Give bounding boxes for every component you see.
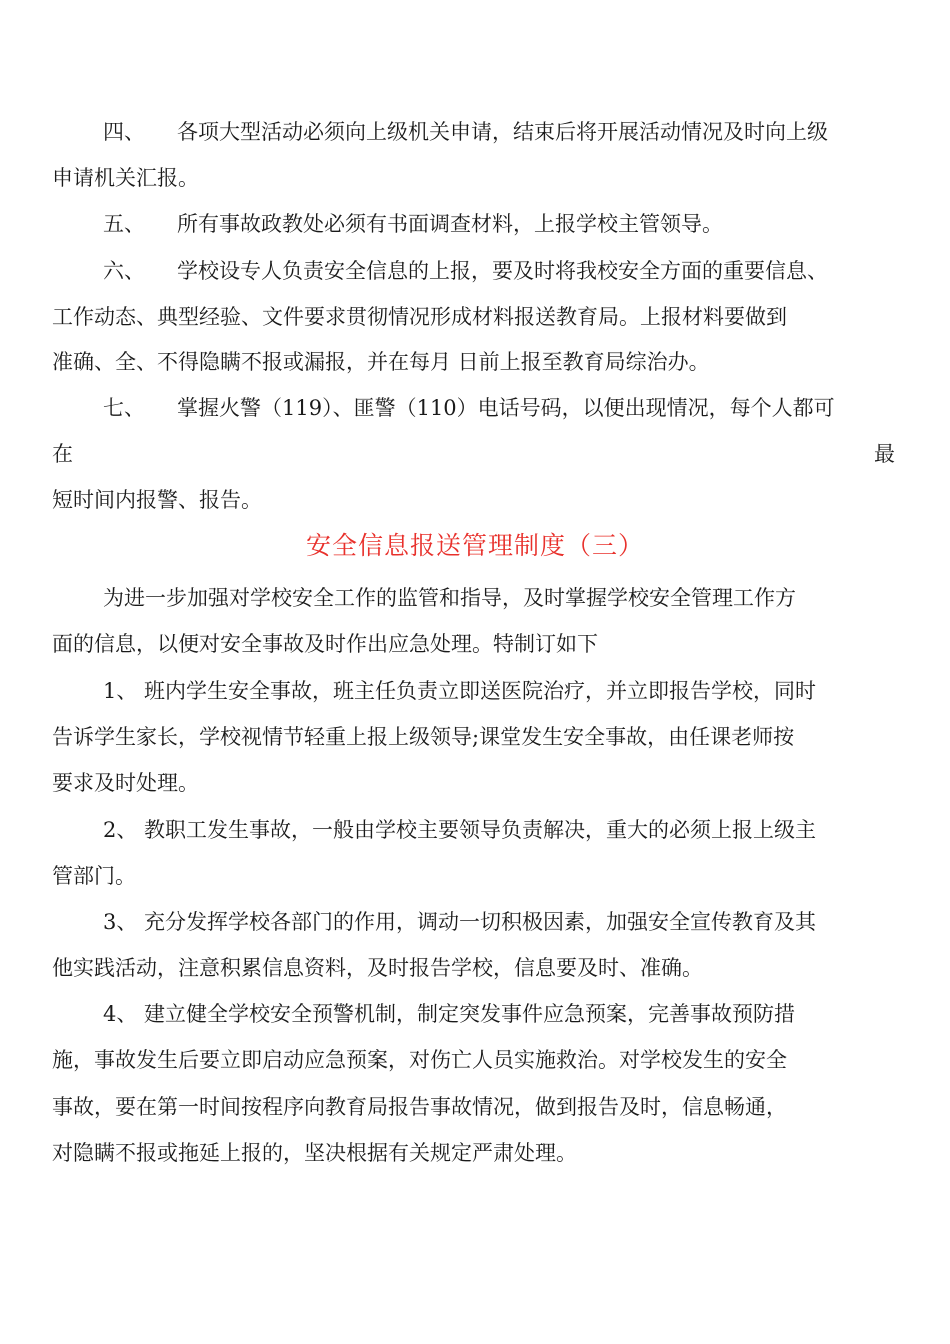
rule-3-line-1: 3、 充分发挥学校各部门的作用，调动一切积极因素，加强安全宣传教育及其 — [103, 910, 817, 934]
item-7-line-3: 短时间内报警、报告。 — [52, 488, 262, 512]
rule-1-line-1: 1、 班内学生安全事故，班主任负责立即送医院治疗，并立即报告学校，同时 — [103, 679, 817, 703]
rule-4-line-4: 对隐瞒不报或拖延上报的，坚决根据有关规定严肃处理。 — [52, 1141, 577, 1165]
item-6-line-1 — [103, 256, 828, 286]
section-title: 安全信息报送管理制度（三） — [305, 531, 644, 560]
rule-1-line-2: 告诉学生家长，学校视情节轻重上报上级领导;课堂发生安全事故，由任课老师按 — [52, 725, 795, 749]
intro-line-2: 面的信息，以便对安全事故及时作出应急处理。特制订如下 — [52, 632, 598, 656]
item-4-text: 各项大型活动必须向上级机关申请，结束后将开展活动情况及时向上级 — [177, 120, 828, 144]
rule-4-line-1: 4、 建立健全学校安全预警机制，制定突发事件应急预案，完善事故预防措 — [103, 1002, 796, 1026]
item-5-line-1 — [103, 209, 723, 239]
item-7-text: 掌握火警（119）、匪警（110）电话号码，以便出现情况，每个人都可 — [177, 396, 835, 420]
item-6-line-3: 准确、全、不得隐瞒不报或漏报，并在每月 日前上报至教育局综治办。 — [52, 350, 710, 374]
item-7-number: 七、 — [103, 396, 145, 420]
rule-4-line-2: 施，事故发生后要立即启动应急预案，对伤亡人员实施救治。对学校发生的安全 — [52, 1048, 787, 1072]
item-5-number: 五、 — [103, 212, 145, 236]
item-6-number: 六、 — [103, 259, 145, 283]
rule-2-line-2: 管部门。 — [52, 864, 136, 888]
item-5-text: 所有事故政教处必须有书面调查材料，上报学校主管领导。 — [177, 212, 723, 236]
rule-3-line-2: 他实践活动，注意积累信息资料，及时报告学校，信息要及时、准确。 — [52, 956, 703, 980]
item-4-line-1 — [103, 117, 828, 147]
item-6-line-2: 工作动态、典型经验、文件要求贯彻情况形成材料报送教育局。上报材料要做到 — [52, 305, 787, 329]
rule-2-line-1: 2、 教职工发生事故，一般由学校主要领导负责解决，重大的必须上报上级主 — [103, 818, 817, 842]
item-4-line-2: 申请机关汇报。 — [52, 166, 199, 190]
intro-line-1: 为进一步加强对学校安全工作的监管和指导，及时掌握学校安全管理工作方 — [103, 586, 796, 610]
item-7-line-1 — [103, 393, 835, 423]
item-7-line-2-right: 最 — [874, 442, 895, 466]
rule-4-line-3: 事故，要在第一时间按程序向教育局报告事故情况，做到报告及时，信息畅通， — [52, 1095, 787, 1119]
item-7-line-2-left: 在 — [52, 442, 73, 466]
item-6-text: 学校设专人负责安全信息的上报，要及时将我校安全方面的重要信息、 — [177, 259, 828, 283]
item-4-number: 四、 — [103, 120, 145, 144]
rule-1-line-3: 要求及时处理。 — [52, 771, 199, 795]
